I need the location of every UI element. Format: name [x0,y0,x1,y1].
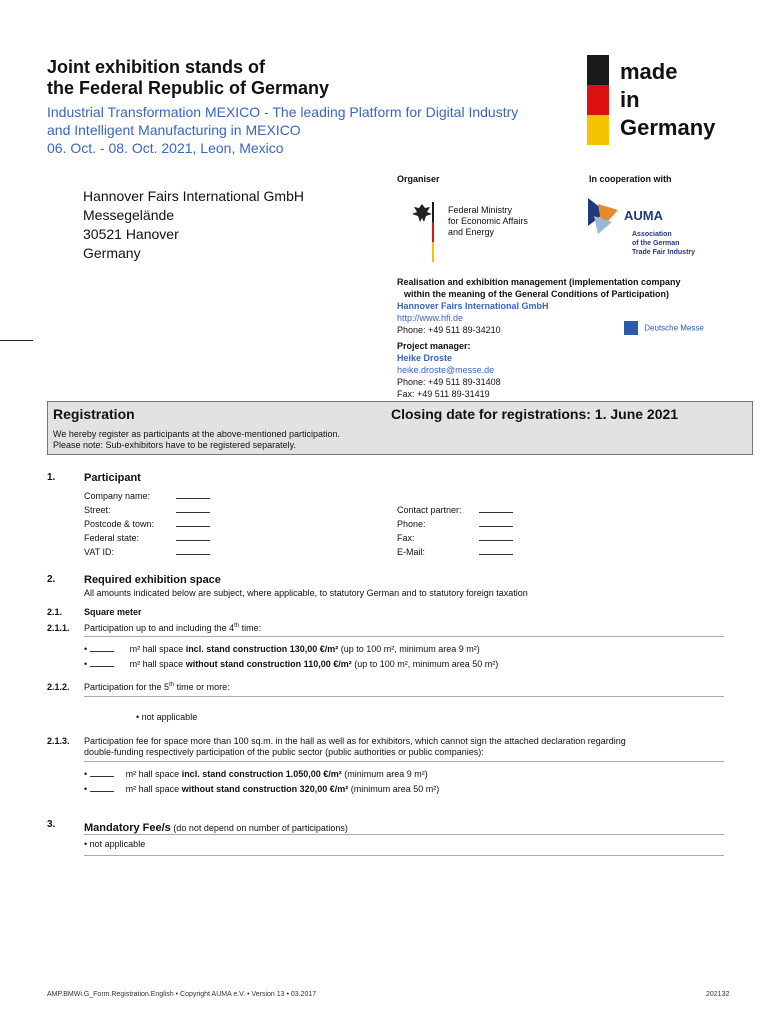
divider [84,761,724,762]
section-1-title: Participant [84,472,141,484]
section-3-number: 3. [47,819,56,830]
text-part: time or more: [174,682,230,692]
section-3-title: Mandatory Fee/s [84,822,171,834]
project-manager-fax: Fax: +49 511 89-31419 [397,389,490,399]
page-title [47,57,329,99]
subtitle-line-3: 06. Oct. - 08. Oct. 2021, Leon, Mexico [47,140,284,156]
postcode-town-input[interactable] [176,517,210,527]
area-incl-input[interactable] [90,642,114,652]
section-2-1-2-not-applicable: • not applicable [136,712,198,722]
street-label: Street: [84,505,111,515]
ministry-logo [410,202,434,262]
footer-copyright: AMP.BMWi.G_Form.Registration.English • Copyright AUMA e.V. • Version 13 • 03.2017 [47,991,317,998]
subtitle-line-2: and Intelligent Manufacturing in MEXICO [47,122,301,138]
field-row [84,545,210,559]
option-2-1-1-incl: • m² hall space incl. stand construction 130,00 €/m² (up to 100 m², minimum area 9 m²) [84,644,480,654]
company-website-link[interactable]: http://www.hfi.de [397,313,464,323]
section-3-not-applicable: • not applicable [84,839,146,849]
area-large-incl-input[interactable] [90,767,114,777]
auma-line: Trade Fair Industry [632,249,696,256]
area-large-without-input[interactable] [90,782,114,792]
federal-state-input[interactable] [176,531,210,541]
section-2-number: 2. [47,574,56,585]
divider [84,696,724,697]
company-name-label: Company name: [84,491,151,501]
address-line: Messegelände [83,207,175,223]
field-row [397,517,513,531]
section-2-1-2-number: 2.1.2. [47,682,70,692]
phone-label: Phone: [397,519,426,529]
text-part: Participation for the 5 [84,682,170,692]
area-without-input[interactable] [90,657,114,667]
field-row [84,489,210,503]
participant-fields-left [84,489,210,559]
section-2-1-1-text [84,623,261,633]
vat-id-input[interactable] [176,545,210,555]
made-in-germany-logo [587,55,737,145]
address-line: Hannover Fairs International GmbH [83,188,304,204]
project-manager-name: Heike Droste [397,353,453,363]
auma-description [632,230,695,257]
divider [84,855,724,856]
auma-mark-icon [588,198,624,234]
field-row [397,531,513,545]
project-manager-email-link[interactable]: heike.droste@messe.de [397,365,495,375]
logo-word-in: in [620,87,640,112]
auma-line: Association [632,231,672,238]
field-row [84,517,210,531]
option-2-1-1-without: • m² hall space without stand construction 110,00 €/m² (up to 100 m², minimum area 50 m²) [84,659,499,669]
phone-input[interactable] [479,517,513,527]
contact-partner-label: Contact partner: [397,505,462,515]
footer-code: 202132 [706,991,730,998]
divider [84,636,724,637]
company-name: Hannover Fairs International GmbH [397,301,549,311]
company-name-input[interactable] [176,489,210,499]
text-part: m² hall space [125,784,182,794]
auma-line: of the German [632,240,680,247]
cooperation-label: In cooperation with [589,174,672,184]
field-row [397,503,513,517]
superscript: th [169,682,175,688]
price-text: without stand construction 320,00 €/m² [181,784,349,794]
text-part: (minimum area 50 m²) [348,784,440,794]
management-heading: within the meaning of the General Conditions of Participation) [404,289,670,299]
address-line: 30521 Hanover [83,226,179,242]
logo-word-made: made [620,59,678,84]
title-line-1: Joint exhibition stands of [47,57,266,77]
registration-box [47,401,753,455]
flag-black-bar [587,55,609,85]
section-2-title: Required exhibition space [84,574,221,586]
management-info [397,276,757,400]
deutsche-messe-icon [624,321,638,335]
fax-input[interactable] [479,531,513,541]
section-3-note: (do not depend on number of participations) [170,823,348,833]
text-part: Participation up to and including the 4 [84,623,235,633]
contact-partner-input[interactable] [479,503,513,513]
text-part: (up to 100 m², minimum area 50 m²) [351,659,499,669]
title-line-2: the Federal Republic of Germany [47,78,330,98]
registration-heading: Registration [53,406,135,422]
postcode-town-label: Postcode & town: [84,519,155,529]
registration-text [53,429,340,451]
tax-note: All amounts indicated below are subject, where applicable, to statutory German and to statutory foreign taxation [84,588,528,598]
text-part: (minimum area 9 m²) [341,769,428,779]
deutsche-messe-logo [624,321,704,335]
recipient-address [83,187,304,263]
company-phone: Phone: +49 511 89-34210 [397,325,501,335]
text-part: m² hall space [125,769,182,779]
text-line: Participation fee for space more than 100 sq.m. in the hall as well as for exhibitors, which cannot sign the attached declaration regarding [84,736,626,746]
registration-text-line: We hereby register as participants at the above-mentioned participation. [53,429,340,439]
ministry-line: for Economic Affairs [448,216,528,226]
field-row [397,545,513,559]
field-row [84,531,210,545]
field-row [84,503,210,517]
section-2-1-3-text [84,736,626,758]
option-2-1-3-incl: • m² hall space incl. stand construction 1.050,00 €/m² (minimum area 9 m²) [84,769,428,779]
project-manager-label: Project manager: [397,341,471,351]
section-1-number: 1. [47,472,56,483]
management-heading: Realisation and exhibition management (implementation company [397,277,681,287]
text-part: (up to 100 m², minimum area 9 m²) [338,644,480,654]
price-text: incl. stand construction 130,00 €/m² [185,644,339,654]
fold-mark [0,340,33,341]
ministry-name [448,205,528,238]
text-part: m² hall space [129,644,186,654]
organiser-label: Organiser [397,174,440,184]
text-line: double-funding respectively participation of the public sector (public authorities or public companies): [84,747,484,757]
street-input[interactable] [176,503,210,513]
deutsche-messe-word: Deutsche Messe [644,323,704,333]
eagle-icon [410,202,434,262]
ministry-line: and Energy [448,227,495,237]
logo-word-germany: Germany [620,115,716,140]
section-2-1-1-number: 2.1.1. [47,623,70,633]
email-label: E-Mail: [397,547,426,557]
participant-fields-right [397,503,513,559]
price-text: without stand construction 110,00 €/m² [185,659,352,669]
project-manager-phone: Phone: +49 511 89-31408 [397,377,501,387]
fax-label: Fax: [397,533,415,543]
section-2-1-2-text [84,682,230,692]
section-2-1-number: 2.1. [47,607,63,617]
superscript: th [234,623,240,629]
email-input[interactable] [479,545,513,555]
text-part: time: [239,623,262,633]
flag-gold-bar [587,115,609,145]
federal-state-label: Federal state: [84,533,140,543]
option-2-1-3-without: • m² hall space without stand construction 320,00 €/m² (minimum area 50 m²) [84,784,440,794]
auma-logo [588,198,708,262]
section-2-1-title: Square meter [84,607,142,617]
divider [84,834,724,835]
registration-text-line: Please note: Sub-exhibitors have to be registered separately. [53,440,296,450]
ministry-line: Federal Ministry [448,205,513,215]
section-2-1-3-number: 2.1.3. [47,736,70,746]
auma-word: AUMA [624,208,663,223]
event-subtitle [47,103,518,157]
closing-date: Closing date for registrations: 1. June 2021 [391,406,679,422]
text-part: m² hall space [129,659,186,669]
address-line: Germany [83,245,141,261]
flag-red-bar [587,85,609,115]
subtitle-line-1: Industrial Transformation MEXICO - The leading Platform for Digital Industry [47,104,519,120]
price-text: incl. stand construction 1.050,00 €/m² [181,769,342,779]
vat-id-label: VAT ID: [84,547,115,557]
